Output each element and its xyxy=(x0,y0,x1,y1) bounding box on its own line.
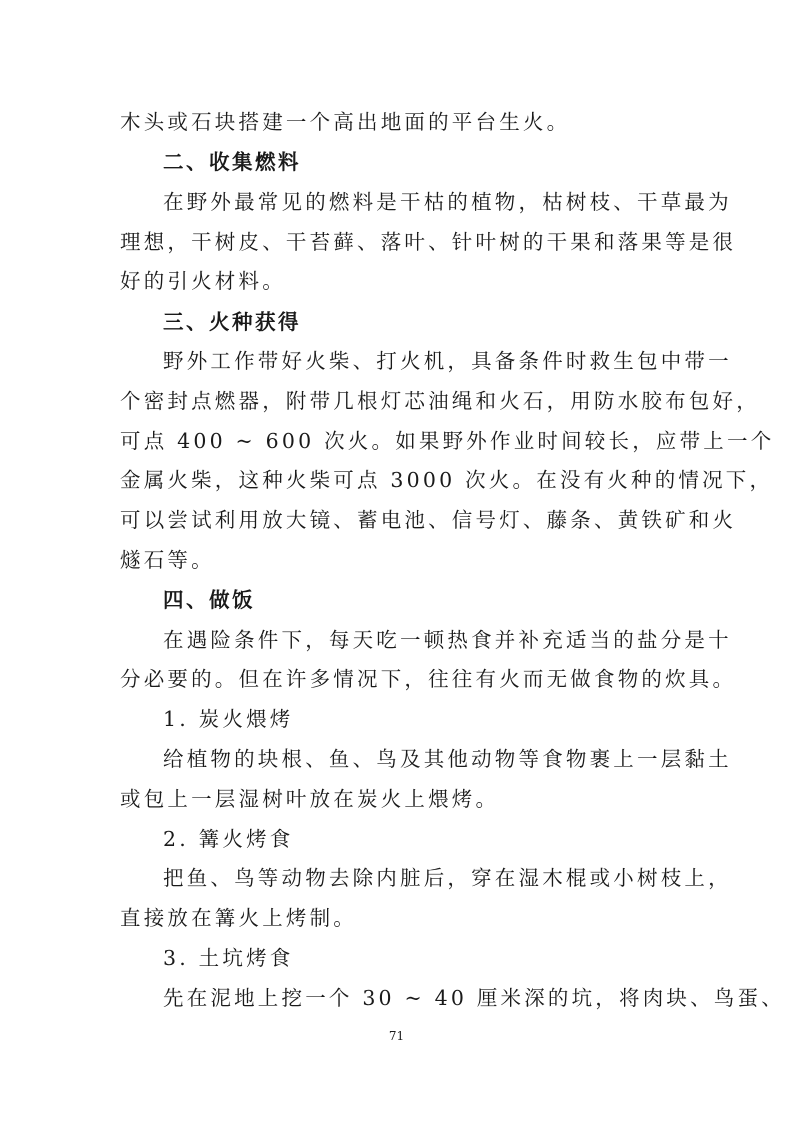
paragraph-line: 个密封点燃器，附带几根灯芯油绳和火石，用防水胶布包好， xyxy=(120,389,760,413)
paragraph-line: 把鱼、鸟等动物去除内脏后，穿在湿木棍或小树枝上， xyxy=(163,866,732,890)
paragraph-line: 先在泥地上挖一个 30 ~ 40 厘米深的坑，将肉块、鸟蛋、 xyxy=(163,986,785,1010)
paragraph-line: 野外工作带好火柴、打火机，具备条件时救生包中带一 xyxy=(163,349,732,373)
subheading-pit-roast: 3. 土坑烤食 xyxy=(163,946,294,970)
paragraph-line: 或包上一层湿树叶放在炭火上煨烤。 xyxy=(120,787,500,811)
subheading-charcoal-roast: 1. 炭火煨烤 xyxy=(163,707,294,731)
paragraph-line: 在野外最常见的燃料是干枯的植物，枯树枝、干草最为 xyxy=(163,190,732,214)
paragraph-line: 直接放在篝火上烤制。 xyxy=(120,906,357,930)
paragraph-line: 理想，干树皮、干苔藓、落叶、针叶树的干果和落果等是很 xyxy=(120,230,737,254)
paragraph-line: 好的引火材料。 xyxy=(120,269,286,293)
section-heading-fire-source: 三、火种获得 xyxy=(163,310,301,334)
paragraph-line: 金属火柴，这种火柴可点 3000 次火。在没有火种的情况下， xyxy=(120,468,774,492)
paragraph-line: 分必要的。但在许多情况下，往往有火而无做食物的炊具。 xyxy=(120,667,737,691)
paragraph-line: 可点 400 ~ 600 次火。如果野外作业时间较长，应带上一个 xyxy=(120,429,775,453)
section-heading-collect-fuel: 二、收集燃料 xyxy=(163,150,301,174)
subheading-bonfire-roast: 2. 篝火烤食 xyxy=(163,827,294,851)
paragraph-line: 燧石等。 xyxy=(120,548,215,572)
paragraph-continuation-line: 木头或石块搭建一个高出地面的平台生火。 xyxy=(120,110,571,134)
paragraph-line: 在遇险条件下，每天吃一顿热食并补充适当的盐分是十 xyxy=(163,628,732,652)
paragraph-line: 给植物的块根、鱼、鸟及其他动物等食物裹上一层黏土 xyxy=(163,747,732,771)
section-heading-cooking: 四、做饭 xyxy=(163,588,255,612)
paragraph-line: 可以尝试利用放大镜、蓄电池、信号灯、藤条、黄铁矿和火 xyxy=(120,508,737,532)
page-number: 71 xyxy=(388,1029,405,1043)
